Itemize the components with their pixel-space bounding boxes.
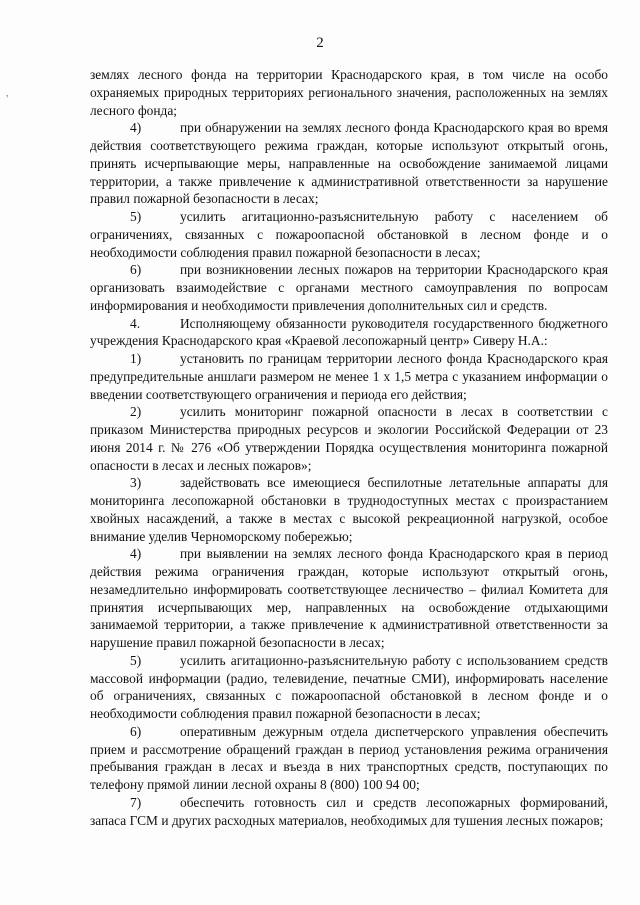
paragraph-text: оперативным дежурным отдела диспетчерского управления обеспечить прием и рассмотрение обращений граждан в период установления режима ограничения пребывания граждан в лесах и въезда в них транспортных средств, поступающих по телефону прямой линии лесной охраны 8 (800) 100 94 00; — [90, 723, 608, 792]
document-body — [90, 66, 608, 829]
paragraph-text: задействовать все имеющиеся беспилотные летательные аппараты для мониторинга лесопожарной обстановки в труднодоступных местах с произрастанием хвойных насаждений, а также в местах с высокой рекреационной нагрузкой, особое внимание уделив Черноморскому побережью; — [90, 475, 608, 544]
paragraph — [90, 723, 608, 794]
paragraph-text: усилить агитационно-разъяснительную работу с использованием средств массовой информации (радио, телевидение, печатные СМИ), информировать население об ограничениях, связанных с пожароопасной обстановкой в лесном фонде и о необходимости соблюдения правил пожарной безопасности в лесах; — [90, 652, 608, 721]
paragraph — [90, 315, 608, 351]
item-number: 3) — [130, 475, 142, 491]
paragraph-text: установить по границам территории лесного фонда Краснодарского края предупредительные аншлаги размером не менее 1 х 1,5 метра с указанием информации о введении соответствующего ограничения и периода его действия; — [90, 351, 608, 402]
margin-mark: , — [6, 88, 9, 99]
paragraph-text: при выявлении на землях лесного фонда Краснодарского края в период действия режима ограничения граждан, которые используют открытый огонь, незамедлительно информировать соответствующее лесничество – филиал Комитета для принятия исчерпывающих мер, направленных на освобождение отдыхающими занимаемой территории, а также привлечение к административной ответственности за нарушение правил пожарной безопасности в лесах; — [90, 546, 608, 650]
paragraph — [90, 794, 608, 830]
paragraph-text: при возникновении лесных пожаров на территории Краснодарского края организовать взаимодействие с органами местного самоуправления по вопросам информирования и необходимости привлечения дополнительных сил и средств. — [90, 262, 608, 313]
paragraph-text: землях лесного фонда на территории Краснодарского края, в том числе на особо охраняемых природных территориях регионального значения, расположенных на землях лесного фонда; — [90, 67, 608, 118]
item-number: 6) — [130, 262, 142, 278]
paragraph — [90, 261, 608, 314]
paragraph-text: усилить агитационно-разъяснительную работу с населением об ограничениях, связанных с пожароопасной обстановкой в лесном фонде и о необходимости соблюдения правил пожарной безопасности в лесах; — [90, 209, 608, 260]
item-number: 4) — [130, 120, 142, 136]
item-number: 1) — [130, 351, 142, 366]
item-number: 4) — [130, 546, 142, 562]
item-number: 6) — [130, 723, 142, 739]
item-number: 5) — [130, 209, 142, 224]
paragraph — [90, 208, 608, 261]
paragraph — [90, 119, 608, 208]
paragraph — [90, 350, 608, 403]
paragraph — [90, 545, 608, 652]
item-number: 4. — [130, 315, 141, 331]
item-number: 5) — [130, 652, 142, 668]
paragraph-text: усилить мониторинг пожарной опасности в лесах в соответствии с приказом Министерства природных ресурсов и экологии Российской Федерации от 23 июня 2014 г. № 276 «Об утверждении Порядка осуществления мониторинга пожарной опасности в лесах и лесных пожаров»; — [90, 404, 608, 473]
paragraph — [90, 66, 608, 119]
page-number: 2 — [316, 35, 324, 51]
item-number: 7) — [130, 794, 142, 810]
item-number: 2) — [130, 404, 142, 420]
paragraph — [90, 652, 608, 723]
paragraph — [90, 403, 608, 474]
paragraph-text: при обнаружении на землях лесного фонда Краснодарского края во время действия соответствующего режима граждан, которые используют открытый огонь, принять исчерпывающие меры, направленные на освобождение занимаемой лицами территории, а также привлечение к административной ответственности за нарушение правил пожарной безопасности в лесах; — [90, 120, 608, 207]
paragraph-text: Исполняющему обязанности руководителя государственного бюджетного учреждения Краснодарского края «Краевой лесопожарный центр» Сиверу Н.А.: — [90, 315, 608, 349]
paragraph-text: обеспечить готовность сил и средств лесопожарных формирований, запаса ГСМ и других расходных материалов, необходимых для тушения лесных пожаров; — [90, 794, 608, 828]
paragraph — [90, 474, 608, 545]
